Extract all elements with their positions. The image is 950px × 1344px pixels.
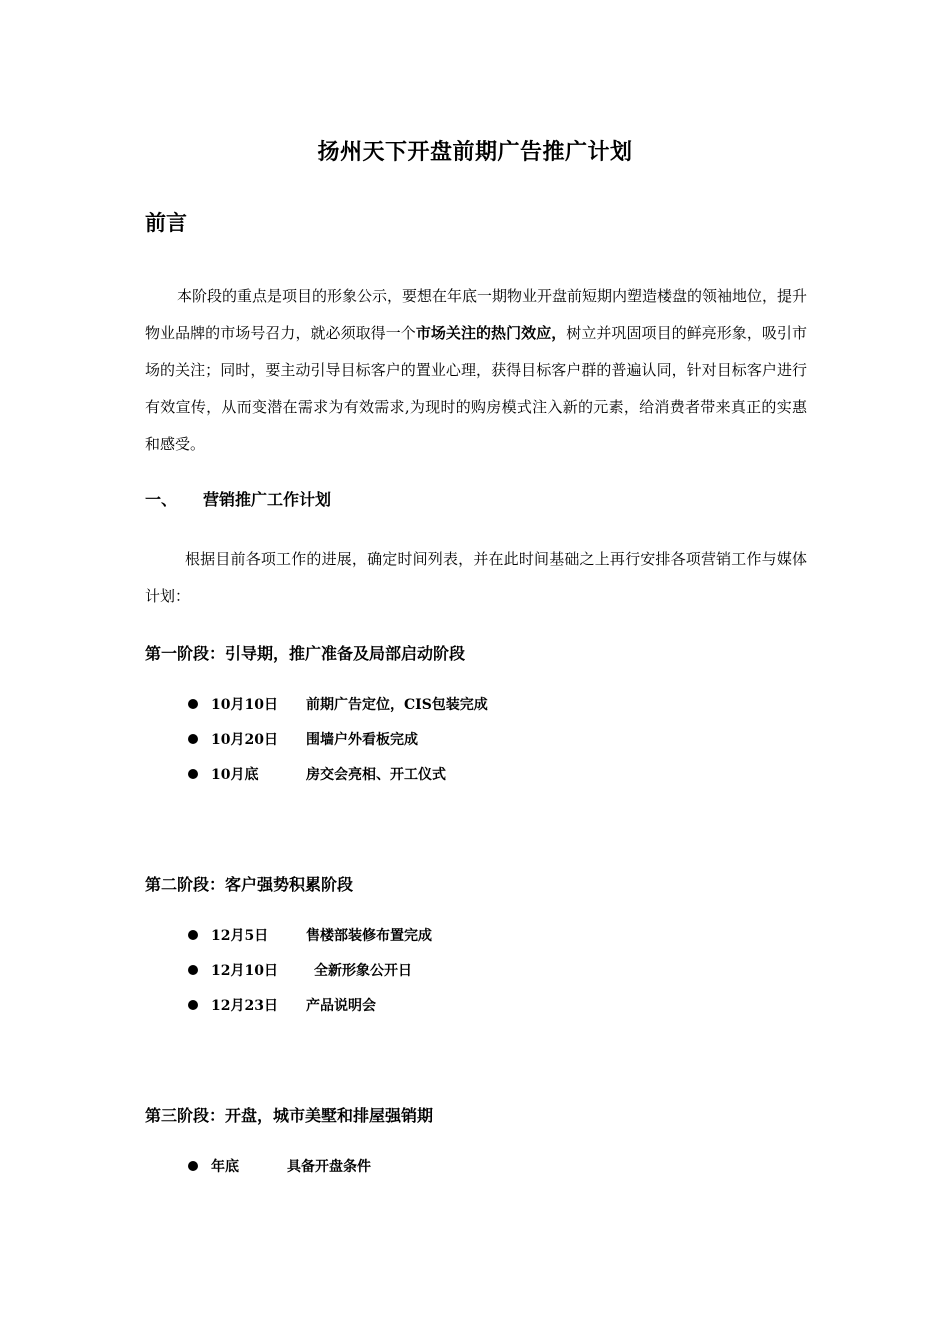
- phase-3-list: [188, 1148, 371, 1183]
- bullet-icon: [188, 1000, 198, 1010]
- item-task: 全新形象公开日: [314, 962, 412, 979]
- list-item: [188, 1148, 371, 1183]
- list-item: [188, 917, 432, 952]
- document-title: 扬州天下开盘前期广告推广计划: [317, 139, 633, 165]
- bullet-icon: [188, 1161, 198, 1171]
- preface-text-end: 树立并巩固项目的鲜亮形象，吸引市场的关注；同时，要主动引导目标客户的置业心理，获得目标客户群的普遍认同，针对目标客户进行有效宣传，从而变潜在需求为有效需求,为现时的购房模式注入新的元素，给消费者带来真正的实惠和感受。: [145, 324, 807, 453]
- item-task: 售楼部装修布置完成: [306, 927, 432, 944]
- preface-text-start: 本阶段的重点是项目的形象公示，要想在年底一期物业开盘前短期内塑造楼盘的领袖地位，提升物业品牌的市场号召力，就必须取得一个: [145, 287, 808, 342]
- item-task: 房交会亮相、开工仪式: [306, 766, 446, 783]
- item-date: 10月底: [211, 766, 259, 783]
- item-task: 产品说明会: [306, 997, 376, 1014]
- list-item: [188, 721, 488, 756]
- list-item: [188, 686, 488, 721]
- item-task: 具备开盘条件: [287, 1158, 371, 1175]
- list-item: [188, 756, 488, 791]
- bullet-icon: [188, 930, 198, 940]
- item-task: 前期广告定位，CIS包装完成: [306, 696, 488, 713]
- section-intro-paragraph: 根据目前各项工作的进展，确定时间列表，并在此时间基础之上再行安排各项营销工作与媒体计划：: [145, 550, 807, 605]
- section-heading: [145, 486, 331, 514]
- item-date: 12月23日: [211, 997, 278, 1014]
- item-date: 年底: [211, 1158, 239, 1175]
- section-number: 一、: [145, 490, 178, 509]
- phase-2-list: [188, 917, 432, 1022]
- bullet-icon: [188, 699, 198, 709]
- bullet-icon: [188, 965, 198, 975]
- bullet-icon: [188, 734, 198, 744]
- bullet-icon: [188, 769, 198, 779]
- list-item: [188, 952, 432, 987]
- phase-1-list: [188, 686, 488, 791]
- item-date: 12月5日: [211, 927, 269, 944]
- preface-heading: 前言: [145, 210, 187, 235]
- phase-1-heading: 第一阶段：引导期，推广准备及局部启动阶段: [145, 644, 466, 663]
- item-date: 12月10日: [211, 962, 278, 979]
- item-date: 10月20日: [211, 731, 278, 748]
- phase-2-heading: 第二阶段：客户强势积累阶段: [145, 875, 354, 894]
- preface-bold-phrase: 市场关注的热门效应，: [415, 324, 567, 342]
- list-item: [188, 987, 432, 1022]
- item-date: 10月10日: [211, 696, 278, 713]
- preface-paragraph: [145, 278, 807, 463]
- phase-3-heading: 第三阶段：开盘，城市美墅和排屋强销期: [145, 1106, 434, 1125]
- section-title: 营销推广工作计划: [203, 490, 332, 509]
- item-task: 围墙户外看板完成: [306, 731, 418, 748]
